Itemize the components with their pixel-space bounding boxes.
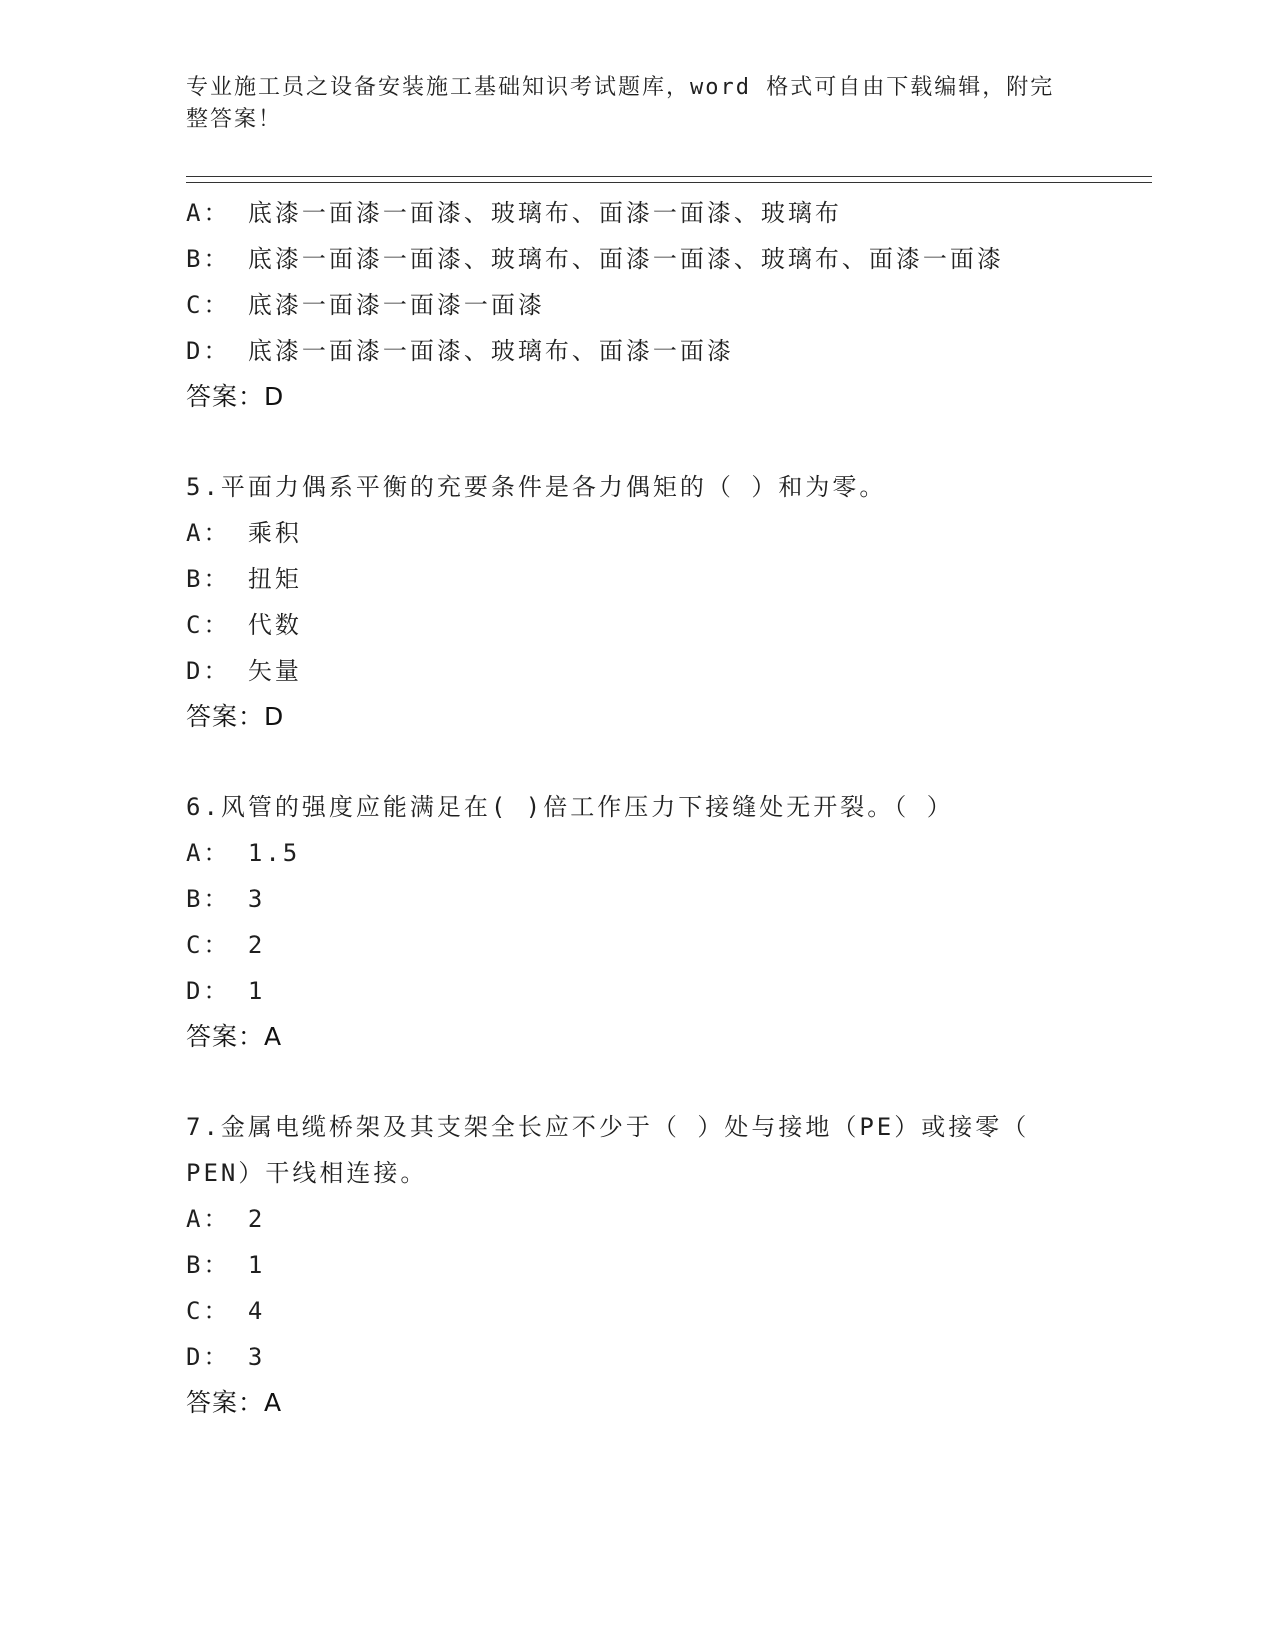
option-a: A： 1.5 [186,839,301,867]
spacer [186,1060,1152,1104]
option-b: B： 3 [186,885,266,913]
question-text-line-1: 7.金属电缆桥架及其支架全长应不少于（ ）处与接地（PE）或接零（ [186,1113,1030,1141]
header-divider-bottom [186,182,1152,183]
question-7 [186,1104,1152,1426]
option-d: D： 底漆一面漆一面漆、玻璃布、面漆一面漆 [186,337,734,365]
answer: 答案：A [186,1022,283,1051]
option-d: D： 矢量 [186,657,302,685]
question-text-line-2: PEN）干线相连接。 [186,1159,428,1187]
option-c: C： 底漆一面漆一面漆一面漆 [186,291,545,319]
option-b: B： 1 [186,1251,266,1279]
question-4-tail [186,190,1152,420]
document-header [186,72,1066,136]
answer: 答案：D [186,382,285,411]
option-b: B： 扭矩 [186,565,302,593]
option-d: D： 1 [186,977,266,1005]
answer: 答案：D [186,702,285,731]
option-c: C： 2 [186,931,266,959]
question-5 [186,464,1152,740]
option-c: C： 4 [186,1297,266,1325]
question-list [186,190,1152,1426]
question-text: 5.平面力偶系平衡的充要条件是各力偶矩的（ ）和为零。 [186,473,887,501]
answer: 答案：A [186,1388,283,1417]
option-a: A： 乘积 [186,519,302,547]
header-line-1: 专业施工员之设备安装施工基础知识考试题库，word 格式可自由下载编辑，附完 [186,75,1055,100]
question-6 [186,784,1152,1060]
option-a: A： 2 [186,1205,266,1233]
spacer [186,740,1152,784]
header-divider-top [186,176,1152,177]
question-text: 6.风管的强度应能满足在( )倍工作压力下接缝处无开裂。（ ） [186,793,954,821]
spacer [186,420,1152,464]
header-line-2: 整答案！ [186,107,283,132]
option-a: A： 底漆一面漆一面漆、玻璃布、面漆一面漆、玻璃布 [186,199,842,227]
option-c: C： 代数 [186,611,302,639]
option-b: B： 底漆一面漆一面漆、玻璃布、面漆一面漆、玻璃布、面漆一面漆 [186,245,1004,273]
option-d: D： 3 [186,1343,266,1371]
